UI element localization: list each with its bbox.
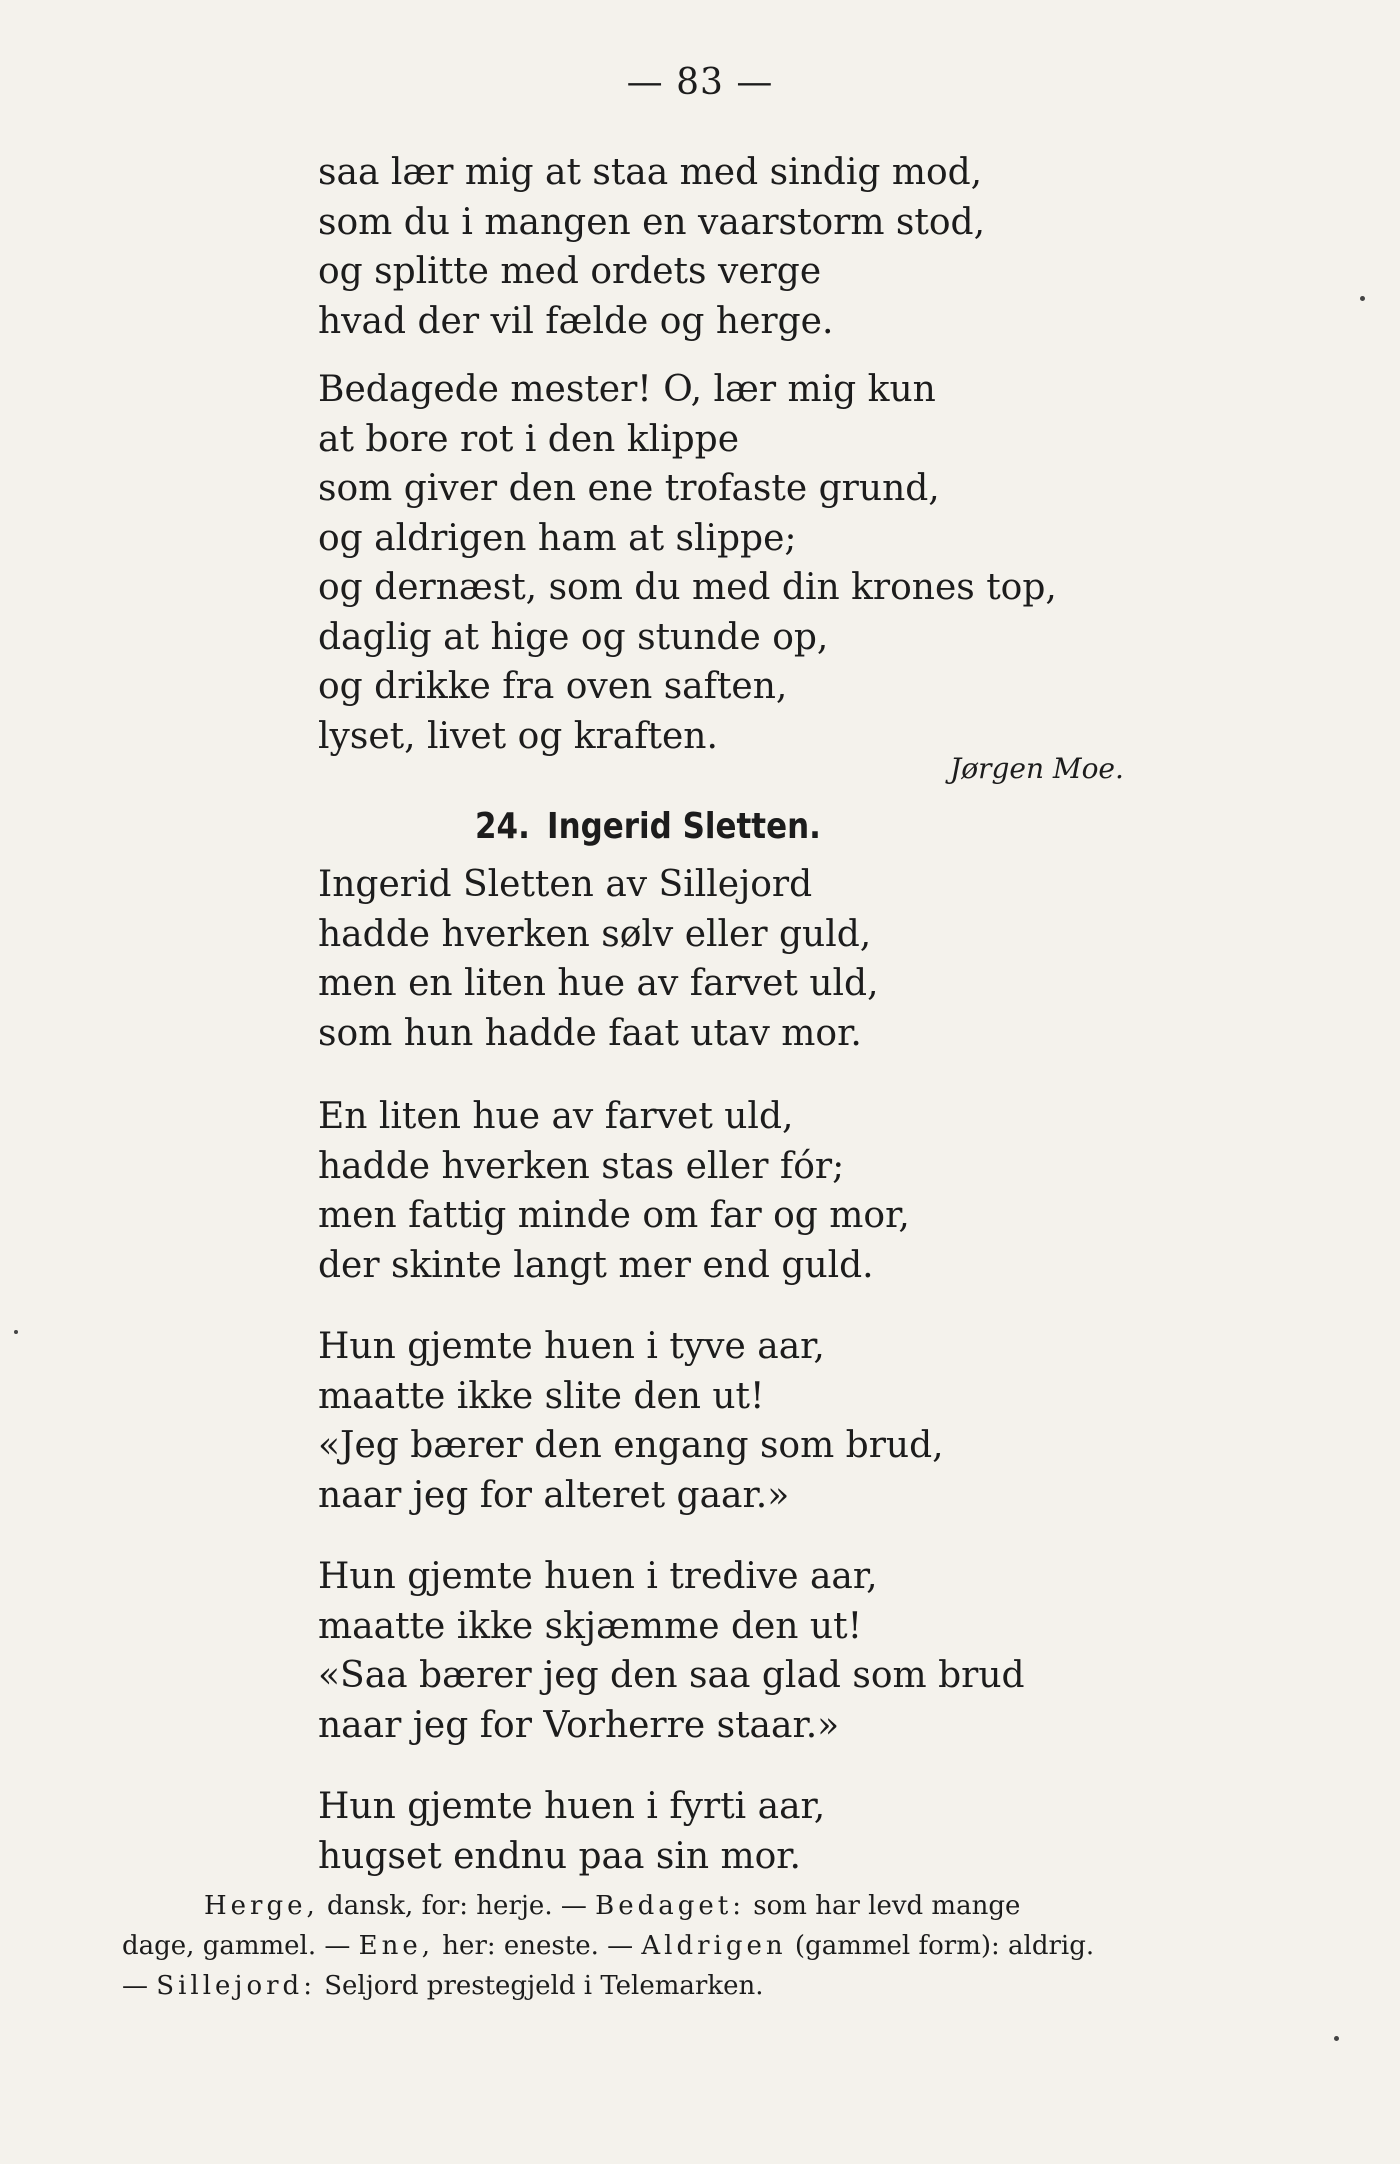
verse-line: at bore rot i den klippe [318, 418, 740, 460]
footnote-text: (gammel form): aldrig. [786, 1931, 1095, 1961]
footnote-term: Sillejord: [156, 1971, 316, 2001]
poem-stanza-5 [318, 1782, 825, 1881]
verse-line: som giver den ene trofaste grund, [318, 468, 940, 509]
verse-line: Hun gjemte huen i fyrti aar, [318, 1786, 826, 1827]
verse-line: og splitte med ordets verge [318, 251, 822, 292]
paper-speck [1360, 296, 1365, 301]
continuation-stanza-1 [318, 148, 985, 346]
footnote-text: Seljord prestegjeld i Telemarken. [315, 1971, 764, 2001]
poem-heading [475, 806, 821, 847]
verse-line: Bedagede mester! O, lær mig kun [318, 369, 936, 410]
poem-number: 24. [475, 806, 530, 847]
footnote-text: her: eneste. — [434, 1931, 642, 1961]
continuation-stanza-2 [318, 365, 1057, 761]
verse-line: men en liten hue av farvet uld, [318, 963, 879, 1004]
poem-stanza-4 [318, 1552, 1025, 1750]
poem-stanza-2 [318, 1092, 910, 1290]
footnote-line [122, 1966, 1202, 2006]
poem-title: Ingerid Sletten. [547, 806, 821, 847]
verse-line: hadde hverken sølv eller guld, [318, 913, 872, 955]
verse-line: hvad der vil fælde og herge. [318, 300, 834, 342]
verse-line: daglig at hige og stunde op, [318, 616, 829, 658]
verse-line: «Jeg bærer den engang som brud, [318, 1425, 944, 1466]
poem-stanza-1 [318, 860, 879, 1058]
verse-line: der skinte langt mer end guld. [318, 1244, 874, 1286]
footnote-text: som har levd mange [745, 1891, 1021, 1921]
footnote-term: Herge, [204, 1891, 319, 1921]
verse-line: som du i mangen en vaarstorm stod, [318, 201, 986, 243]
verse-line: En liten hue av farvet uld, [318, 1096, 794, 1137]
verse-line: hugset endnu paa sin mor. [318, 1835, 801, 1877]
poem-stanza-3 [318, 1322, 944, 1520]
footnote-text: — [122, 1971, 157, 2001]
verse-line: «Saa bærer jeg den saa glad som brud [318, 1655, 1025, 1696]
footnote-line [122, 1926, 1202, 1966]
footnote-term: Ene, [358, 1931, 435, 1961]
paper-speck [14, 1330, 18, 1334]
verse-line: Hun gjemte huen i tredive aar, [318, 1556, 878, 1597]
footnote-text: dansk, for: herje. — [318, 1891, 596, 1921]
verse-line: naar jeg for alteret gaar.» [318, 1474, 790, 1516]
verse-line: maatte ikke slite den ut! [318, 1375, 765, 1417]
page-number: — 83 — [626, 62, 774, 103]
verse-line: som hun hadde faat utav mor. [318, 1012, 862, 1054]
verse-line: hadde hverken stas eller fór; [318, 1145, 845, 1187]
paper-speck [1334, 2036, 1339, 2041]
footnotes [122, 1886, 1202, 2006]
footnote-term: Aldrigen [641, 1931, 787, 1961]
verse-line: lyset, livet og kraften. [318, 715, 718, 757]
verse-line: og dernæst, som du med din krones top, [318, 567, 1057, 608]
author-signature: Jørgen Moe. [950, 752, 1124, 785]
footnote-text: dage, gammel. — [122, 1931, 359, 1961]
verse-line: men fattig minde om far og mor, [318, 1195, 910, 1236]
verse-line: og aldrigen ham at slippe; [318, 517, 797, 559]
verse-line: og drikke fra oven saften, [318, 666, 788, 707]
verse-line: naar jeg for Vorherre staar.» [318, 1704, 840, 1746]
verse-line: Ingerid Sletten av Sillejord [318, 864, 813, 905]
footnote-line [122, 1886, 1202, 1926]
verse-line: maatte ikke skjæmme den ut! [318, 1605, 863, 1647]
verse-line: Hun gjemte huen i tyve aar, [318, 1326, 825, 1367]
verse-line: saa lær mig at staa med sindig mod, [318, 152, 983, 193]
footnote-term: Bedaget: [595, 1891, 746, 1921]
